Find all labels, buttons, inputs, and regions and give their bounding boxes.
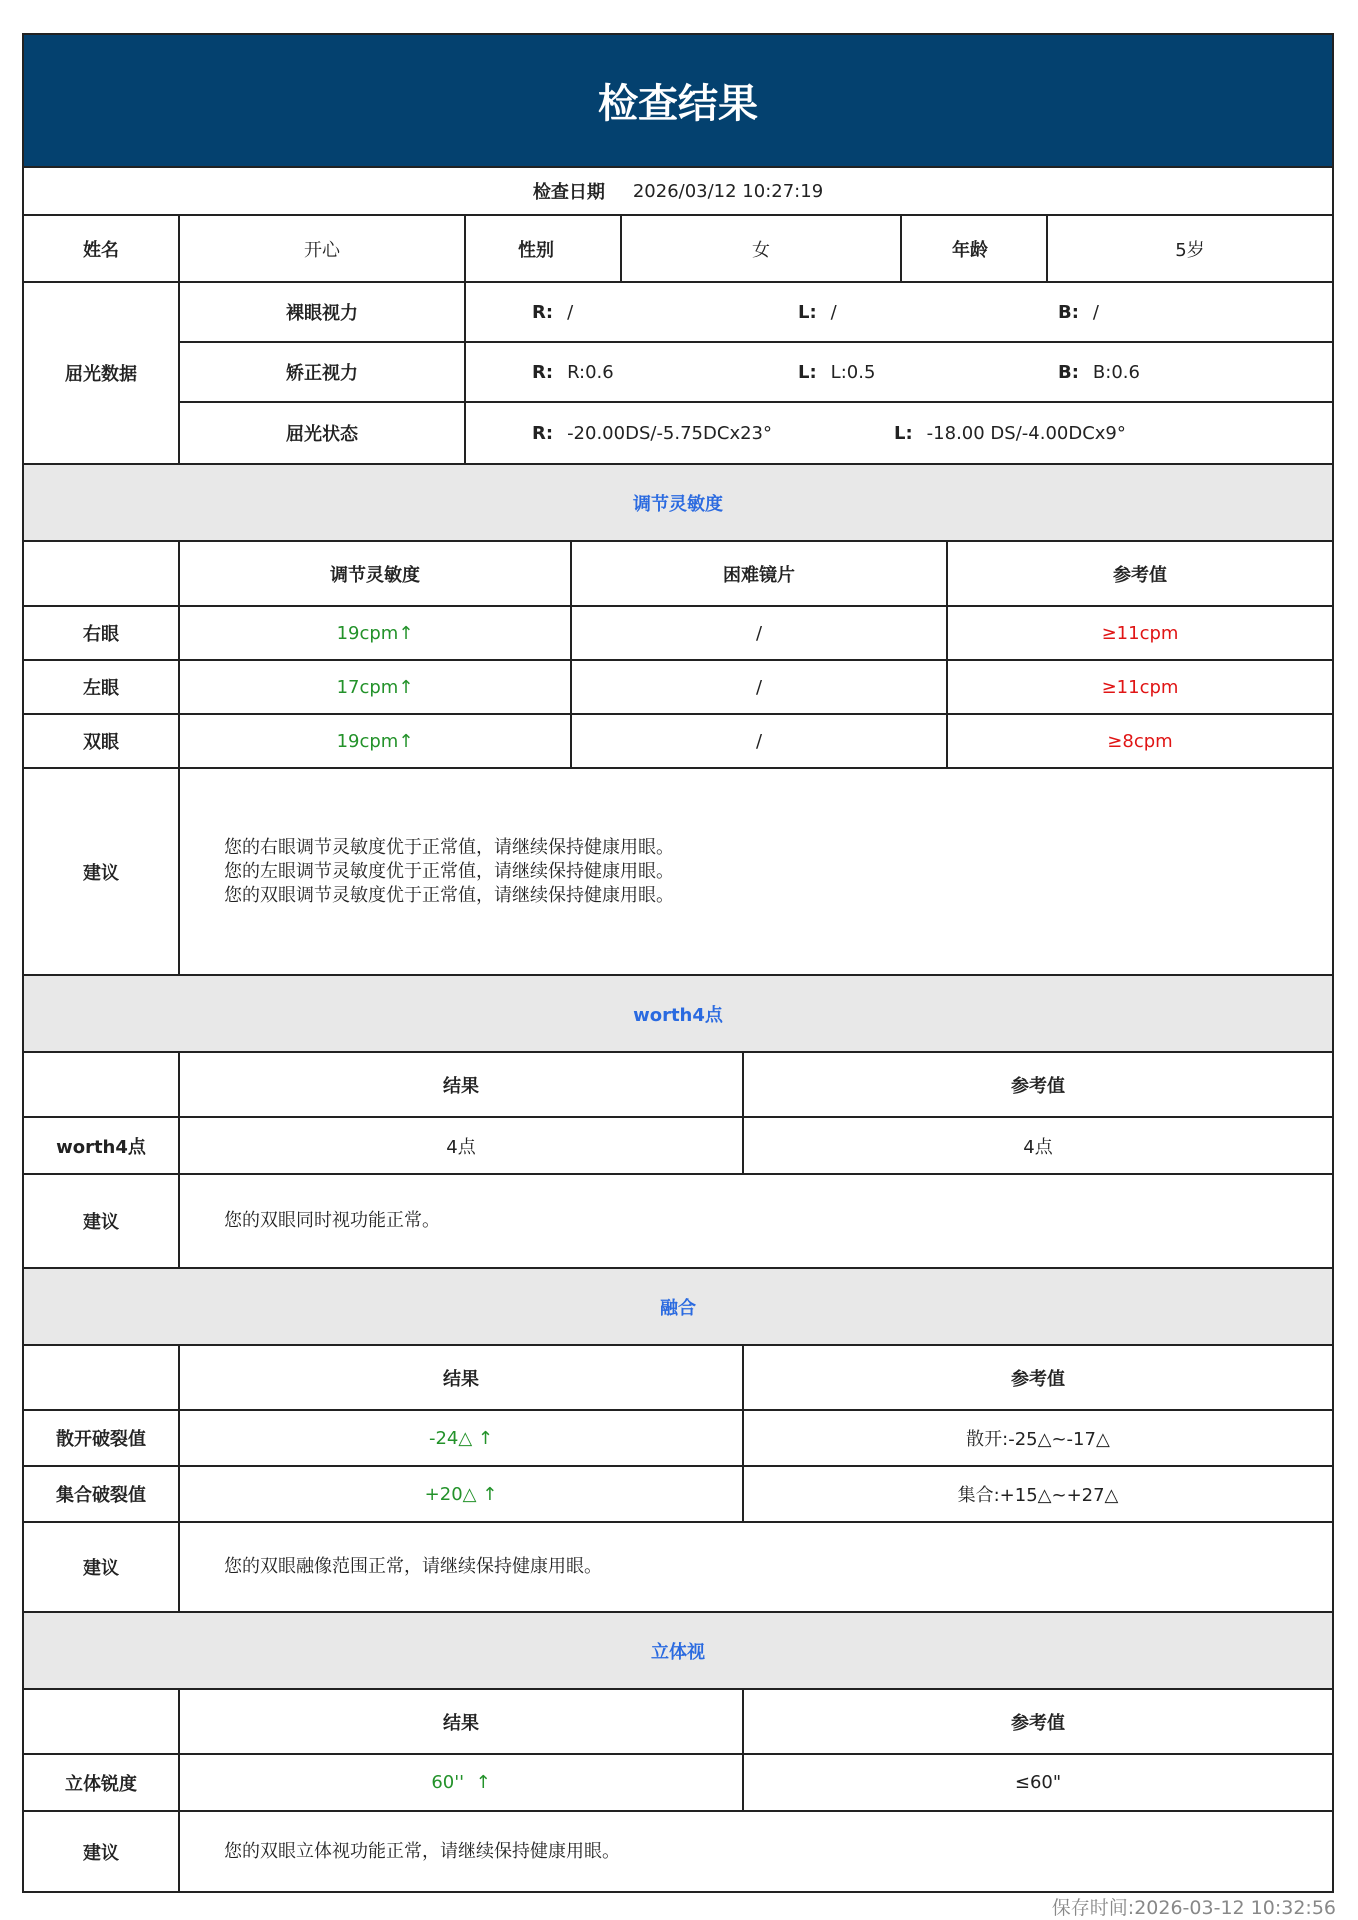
status-r-value: -20.00DS/-5.75DCx23° — [567, 422, 772, 444]
name-value: 开心 — [180, 216, 466, 281]
worth4-header-result: 结果 — [180, 1053, 744, 1116]
stereo-advice: 您的双眼立体视功能正常，请继续保持健康用眼。 — [224, 1841, 620, 1862]
table-row — [24, 1467, 1332, 1523]
corrected-vision-label: 矫正视力 — [180, 343, 466, 401]
accommodation-section-title: 调节灵敏度 — [633, 493, 723, 515]
acc-row-value: 17cpm↑ — [180, 661, 572, 713]
worth4-header-ref: 参考值 — [1011, 1075, 1065, 1097]
fusion-advice: 您的双眼融像范围正常，请继续保持健康用眼。 — [224, 1556, 602, 1577]
naked-b-value: / — [1092, 301, 1099, 323]
corrected-l-value: L:0.5 — [830, 361, 876, 383]
advice-line: 您的左眼调节灵敏度优于正常值，请继续保持健康用眼。 — [224, 860, 674, 882]
acc-row-ref: ≥11cpm — [1101, 676, 1179, 698]
corrected-r-value: R:0.6 — [567, 361, 614, 383]
report-table — [22, 33, 1334, 1893]
stereo-header-result: 结果 — [180, 1690, 744, 1753]
acc-header-value: 调节灵敏度 — [180, 542, 572, 605]
fusion-section-header — [24, 1269, 1332, 1346]
table-row — [24, 607, 1332, 661]
gender-label: 性别 — [466, 216, 622, 281]
corrected-b-value: B:0.6 — [1092, 361, 1140, 383]
fusion-header-result: 结果 — [180, 1346, 744, 1409]
corrected-l-label: L: — [798, 361, 817, 383]
status-l-label: L: — [894, 422, 913, 444]
acc-row-value: 19cpm↑ — [180, 715, 572, 767]
stereo-section-title: 立体视 — [651, 1641, 705, 1663]
acc-row-value: 19cpm↑ — [180, 607, 572, 659]
worth4-advice-label: 建议 — [24, 1175, 180, 1267]
exam-date-row — [24, 168, 1332, 216]
report-title: 检查结果 — [24, 35, 1332, 168]
acc-row-label: 双眼 — [24, 715, 180, 767]
save-time: 保存时间:2026-03-12 10:32:56 — [1051, 1897, 1336, 1919]
fusion-row-label: 散开破裂值 — [24, 1411, 180, 1465]
status-l-value: -18.00 DS/-4.00DCx9° — [926, 422, 1126, 444]
exam-date-value: 2026/03/12 10:27:19 — [632, 180, 824, 202]
advice-line: 您的右眼调节灵敏度优于正常值，请继续保持健康用眼。 — [224, 836, 674, 858]
fusion-advice-label: 建议 — [24, 1523, 180, 1611]
status-r-label: R: — [532, 422, 554, 444]
acc-row-lens: / — [572, 661, 948, 713]
accommodation-section-header — [24, 465, 1332, 542]
acc-header-lens: 困难镜片 — [572, 542, 948, 605]
acc-row-lens: / — [572, 607, 948, 659]
acc-row-label: 右眼 — [24, 607, 180, 659]
fusion-row-ref: 散开:-25△~-17△ — [966, 1429, 1110, 1450]
exam-date-label: 检查日期 — [532, 182, 605, 203]
naked-r-label: R: — [532, 301, 554, 323]
refraction-label: 屈光数据 — [65, 364, 137, 385]
acc-row-lens: / — [572, 715, 948, 767]
stereo-row-label: 立体锐度 — [24, 1755, 180, 1810]
fusion-row-value: +20△ ↑ — [180, 1467, 744, 1521]
corrected-r-label: R: — [532, 361, 554, 383]
fusion-row-value: -24△ ↑ — [180, 1411, 744, 1465]
fusion-row-ref: 集合:+15△~+27△ — [957, 1485, 1119, 1506]
patient-info-block — [24, 216, 1332, 465]
naked-l-label: L: — [798, 301, 817, 323]
corrected-b-label: B: — [1058, 361, 1079, 383]
worth4-row-label: worth4点 — [24, 1118, 180, 1173]
age-label: 年龄 — [902, 216, 1048, 281]
fusion-section-title: 融合 — [660, 1297, 696, 1319]
worth4-section-header — [24, 976, 1332, 1053]
worth4-row-ref: 4点 — [1023, 1136, 1053, 1158]
refraction-status-label: 屈光状态 — [180, 403, 466, 463]
stereo-row-value: 60'' ↑ — [180, 1755, 744, 1810]
naked-l-value: / — [830, 301, 837, 323]
table-row — [24, 1755, 1332, 1812]
worth4-advice: 您的双眼同时视功能正常。 — [224, 1210, 440, 1231]
acc-advice-label: 建议 — [24, 769, 180, 974]
acc-row-ref: ≥11cpm — [1101, 622, 1179, 644]
table-row — [24, 1118, 1332, 1175]
acc-row-label: 左眼 — [24, 661, 180, 713]
stereo-advice-label: 建议 — [24, 1812, 180, 1892]
fusion-header-ref: 参考值 — [1011, 1368, 1065, 1390]
acc-advice — [180, 769, 1332, 974]
table-row — [24, 1411, 1332, 1467]
naked-r-value: / — [567, 301, 574, 323]
table-row — [24, 661, 1332, 715]
fusion-row-label: 集合破裂值 — [24, 1467, 180, 1521]
stereo-section-header — [24, 1613, 1332, 1690]
advice-line: 您的双眼调节灵敏度优于正常值，请继续保持健康用眼。 — [224, 884, 674, 906]
acc-row-ref: ≥8cpm — [1107, 730, 1173, 752]
name-label: 姓名 — [24, 216, 178, 283]
acc-header-ref: 参考值 — [1113, 564, 1167, 586]
stereo-header-ref: 参考值 — [1011, 1712, 1065, 1734]
naked-b-label: B: — [1058, 301, 1079, 323]
naked-vision-label: 裸眼视力 — [180, 283, 466, 341]
age-value: 5岁 — [1175, 239, 1205, 261]
gender-value: 女 — [622, 216, 902, 281]
worth4-row-value: 4点 — [180, 1118, 744, 1173]
worth4-section-title: worth4点 — [633, 1004, 723, 1026]
table-row — [24, 715, 1332, 769]
stereo-row-ref: ≤60" — [1014, 1772, 1062, 1793]
